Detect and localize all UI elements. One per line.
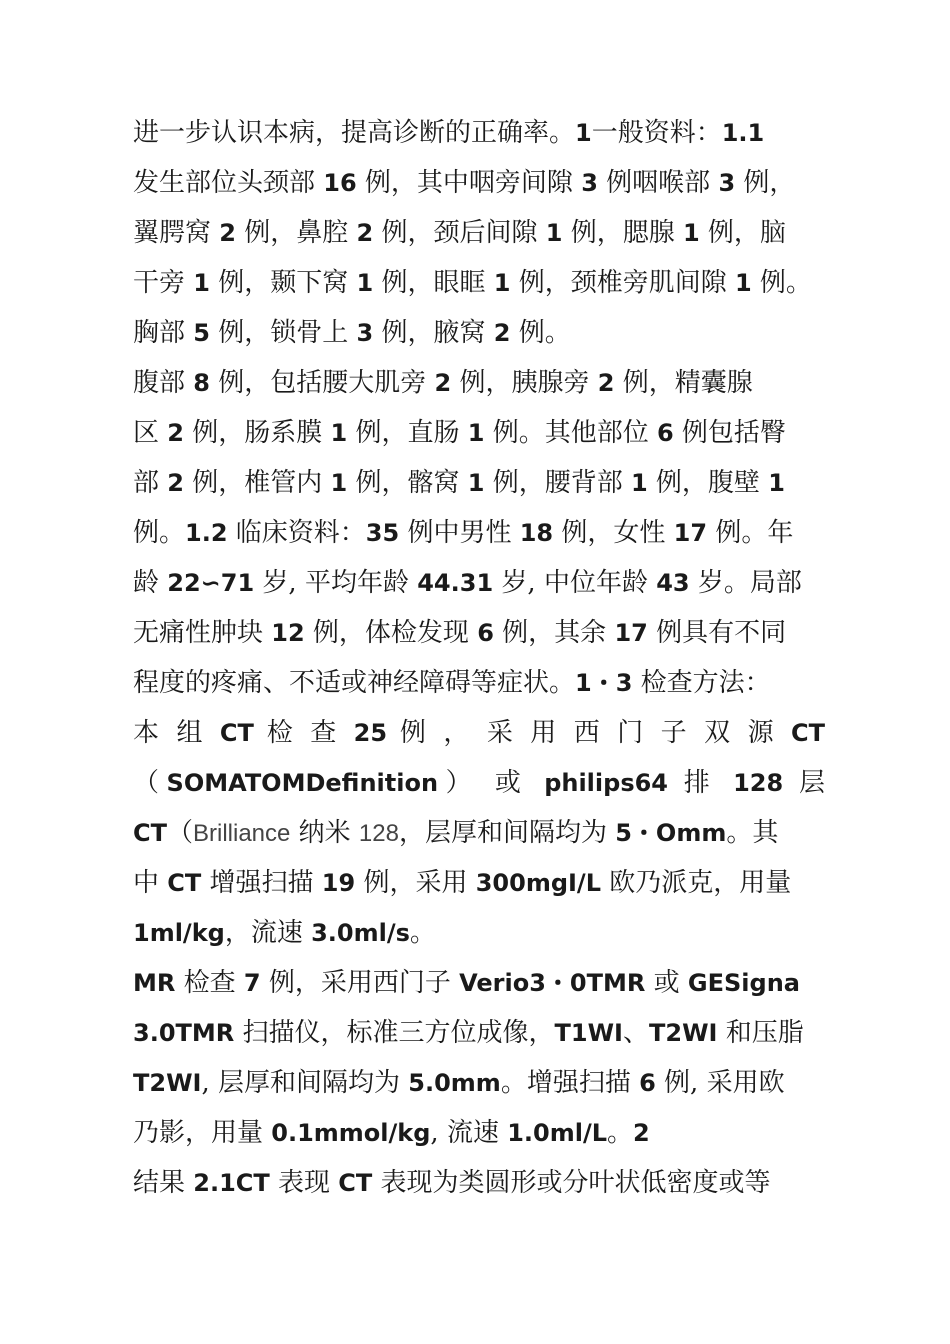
text-segment: ） 或 [438,768,545,798]
bold-text-segment: 22∽71 [167,569,255,597]
text-segment: 。增强扫描 [500,1068,640,1098]
bold-text-segment: 2 [434,369,452,397]
text-line [133,1158,825,1208]
text-segment: 干旁 [133,268,194,298]
text-segment: 表现为类圆形或分叶状低密度或等 [372,1168,771,1198]
text-segment: 检查 [175,968,244,998]
text-segment: 例包括臀 [673,418,786,448]
text-segment: 例，颞下窝 [209,268,357,298]
bold-text-segment: Verio3・0TMR [459,969,646,997]
text-segment: 临床资料： [227,518,366,548]
text-segment: 和压脂 [717,1018,804,1048]
bold-text-segment: 1.2 [185,519,228,547]
text-segment: 例。 [510,318,571,348]
text-segment: 例。其他部位 [484,418,657,448]
bold-text-segment: 3 [718,169,736,197]
text-segment: ，流速 [224,918,312,948]
text-segment: , 流速 [430,1118,508,1148]
text-segment: 例咽喉部 [597,168,719,198]
text-segment: 层 [783,768,825,798]
bold-text-segment: 1.0ml/L [507,1119,608,1147]
bold-text-segment: 43 [656,569,690,597]
text-segment: 例, 采用欧 [655,1068,785,1098]
text-segment: 。其 [726,818,779,848]
text-line [133,508,825,558]
bold-text-segment: 1 [330,469,348,497]
text-segment: 中 [133,868,168,898]
bold-text-segment: CT [133,819,167,847]
text-segment: 例，体检发现 [304,618,478,648]
text-segment: 例，颈后间隙 [373,218,546,248]
text-line [133,1058,825,1108]
bold-text-segment: 2 [633,1119,650,1147]
bold-text-segment: philips64 [544,769,668,797]
text-segment: 128 [358,820,399,847]
bold-text-segment: 6 [477,619,494,647]
text-segment: 例，其中咽旁间隙 [356,168,582,198]
bold-text-segment: 1 [768,469,785,497]
bold-text-segment: MR [133,969,176,997]
bold-text-segment: 1 [356,269,374,297]
bold-text-segment: 2 [356,219,374,247]
text-segment: ，层厚和间隔均为 [398,818,616,848]
bold-text-segment: 17 [673,519,708,547]
text-segment: 进一步认识本病，提高诊断的正确率。 [133,118,576,148]
bold-text-segment: 1 [545,219,563,247]
text-line [133,608,825,658]
text-segment: 翼腭窝 [133,218,220,248]
text-segment: 例，眼眶 [373,268,494,298]
bold-text-segment: T2WI [649,1019,718,1047]
text-segment: 例，髂窝 [347,468,468,498]
bold-text-segment: 128 [733,769,784,797]
text-segment: 岁。局部 [689,568,802,598]
bold-text-segment: 5 [193,319,210,347]
text-segment: 欧乃派克，用量 [601,868,792,898]
bold-text-segment: 25 [353,719,388,747]
text-line [133,708,825,758]
text-segment: , 层厚和间隔均为 [201,1068,409,1098]
bold-text-segment: 1 [630,469,648,497]
text-segment: 。 [409,918,436,948]
text-segment: （ [133,768,167,798]
bold-text-segment: 3.0TMR [133,1019,235,1047]
bold-text-segment: 0.1mmol/kg [271,1119,431,1147]
text-segment: 检 查 [253,718,354,748]
text-segment: 、 [623,1018,650,1048]
text-segment: 或 [645,968,688,998]
text-segment: 岁, 中位年龄 [493,568,657,598]
bold-text-segment: 44.31 [417,569,494,597]
text-segment: 区 [133,418,168,448]
text-line [133,408,825,458]
text-segment: 岁, 平均年龄 [254,568,418,598]
bold-text-segment: 12 [271,619,305,647]
text-segment: 检查方法： [632,668,771,698]
text-segment: 例，精囊腺 [614,368,753,398]
text-segment: 例，采用西门子 [260,968,460,998]
text-line [133,208,825,258]
bold-text-segment: 16 [323,169,357,197]
bold-text-segment: 1 [193,269,210,297]
text-segment: 结果 [133,1168,194,1198]
text-line [133,258,825,308]
bold-text-segment: 5.0mm [408,1069,501,1097]
text-segment: （ [166,818,193,848]
bold-text-segment: 6 [639,1069,656,1097]
text-segment: 例 ， 采 用 西 门 子 双 源 [387,718,792,748]
bold-text-segment: SOMATOMDefinition [166,769,439,797]
text-segment: 例。年 [707,518,794,548]
text-segment: 例，脑 [699,218,786,248]
bold-text-segment: 7 [243,969,261,997]
text-segment: 表现 [269,1168,339,1198]
text-line [133,558,825,608]
bold-text-segment: 8 [193,369,210,397]
text-segment: 例中男性 [399,518,520,548]
bold-text-segment: 3.0ml/s [311,919,410,947]
text-segment: 例，锁骨上 [209,318,357,348]
bold-text-segment: 1ml/kg [133,919,225,947]
bold-text-segment: 3 [581,169,598,197]
bold-text-segment: 1 [467,419,485,447]
bold-text-segment: 1 [330,419,348,447]
text-segment: 例。 [751,268,812,298]
text-segment: 乃影，用量 [133,1118,272,1148]
text-segment: 本 组 [133,718,220,748]
text-segment: Brilliance [193,820,291,847]
text-segment: 例，腰背部 [484,468,631,498]
bold-text-segment: CT [791,719,825,747]
text-segment: 部 [133,468,168,498]
text-segment: 胸部 [133,318,194,348]
text-segment: 一般资料： [591,118,722,148]
bold-text-segment: 1・3 [575,669,633,697]
bold-text-segment: 2 [219,219,236,247]
text-segment: 。 [607,1118,634,1148]
document-body-text [133,108,825,1208]
text-segment: 例具有不同 [647,618,787,648]
bold-text-segment: 2 [167,469,184,497]
bold-text-segment: 1 [575,119,592,147]
text-segment: 例， [735,168,796,198]
bold-text-segment: 18 [519,519,554,547]
text-line [133,308,825,358]
text-segment: 例，其余 [493,618,615,648]
text-line [133,1108,825,1158]
bold-text-segment: T1WI [554,1019,623,1047]
text-line [133,1008,825,1058]
text-segment: 例，颈椎旁肌间隙 [510,268,735,298]
text-line [133,958,825,1008]
text-segment: 例。 [133,518,186,548]
text-line [133,158,825,208]
text-line [133,458,825,508]
text-line [133,108,825,158]
bold-text-segment: 2.1CT [193,1169,270,1197]
text-segment: 例，鼻腔 [235,218,357,248]
text-segment: 腹部 [133,368,194,398]
text-segment: 例，腮腺 [562,218,683,248]
text-segment: 发生部位头颈部 [133,168,324,198]
text-line [133,908,825,958]
text-segment: 例，胰腺旁 [451,368,598,398]
bold-text-segment: CT [338,1169,373,1197]
bold-text-segment: CT [219,719,254,747]
text-segment: 例，椎管内 [183,468,331,498]
text-segment: 例，直肠 [347,418,468,448]
text-segment: 例，女性 [553,518,674,548]
text-segment: 增强扫描 [201,868,322,898]
text-line [133,808,825,858]
bold-text-segment: 6 [656,419,674,447]
bold-text-segment: 2 [493,319,511,347]
text-segment: 例，腹壁 [647,468,769,498]
text-line [133,658,825,708]
bold-text-segment: 1.1 [721,119,765,147]
text-segment: 例，采用 [355,868,476,898]
bold-text-segment: 5・Omm [615,819,727,847]
bold-text-segment: 2 [597,369,615,397]
text-segment: 例，肠系膜 [183,418,331,448]
bold-text-segment: 35 [365,519,400,547]
text-segment: 扫描仪，标准三方位成像， [234,1018,555,1048]
bold-text-segment: 19 [321,869,356,897]
bold-text-segment: 1 [734,269,752,297]
text-segment: 例，腋窝 [373,318,494,348]
text-line [133,758,825,808]
bold-text-segment: 1 [682,219,700,247]
text-line [133,358,825,408]
bold-text-segment: 3 [356,319,374,347]
bold-text-segment: GESigna [687,969,800,997]
text-segment: 程度的疼痛、不适或神经障碍等症状。 [133,668,576,698]
text-segment: 纳米 [290,818,359,848]
bold-text-segment: T2WI [133,1069,202,1097]
bold-text-segment: 2 [167,419,184,447]
text-line [133,858,825,908]
text-segment: 排 [668,768,734,798]
text-segment: 龄 [133,568,168,598]
bold-text-segment: 1 [467,469,485,497]
bold-text-segment: 300mgI/L [475,869,601,897]
bold-text-segment: 1 [493,269,511,297]
bold-text-segment: 17 [614,619,648,647]
text-segment: 无痛性肿块 [133,618,272,648]
bold-text-segment: CT [167,869,202,897]
text-segment: 例，包括腰大肌旁 [209,368,435,398]
